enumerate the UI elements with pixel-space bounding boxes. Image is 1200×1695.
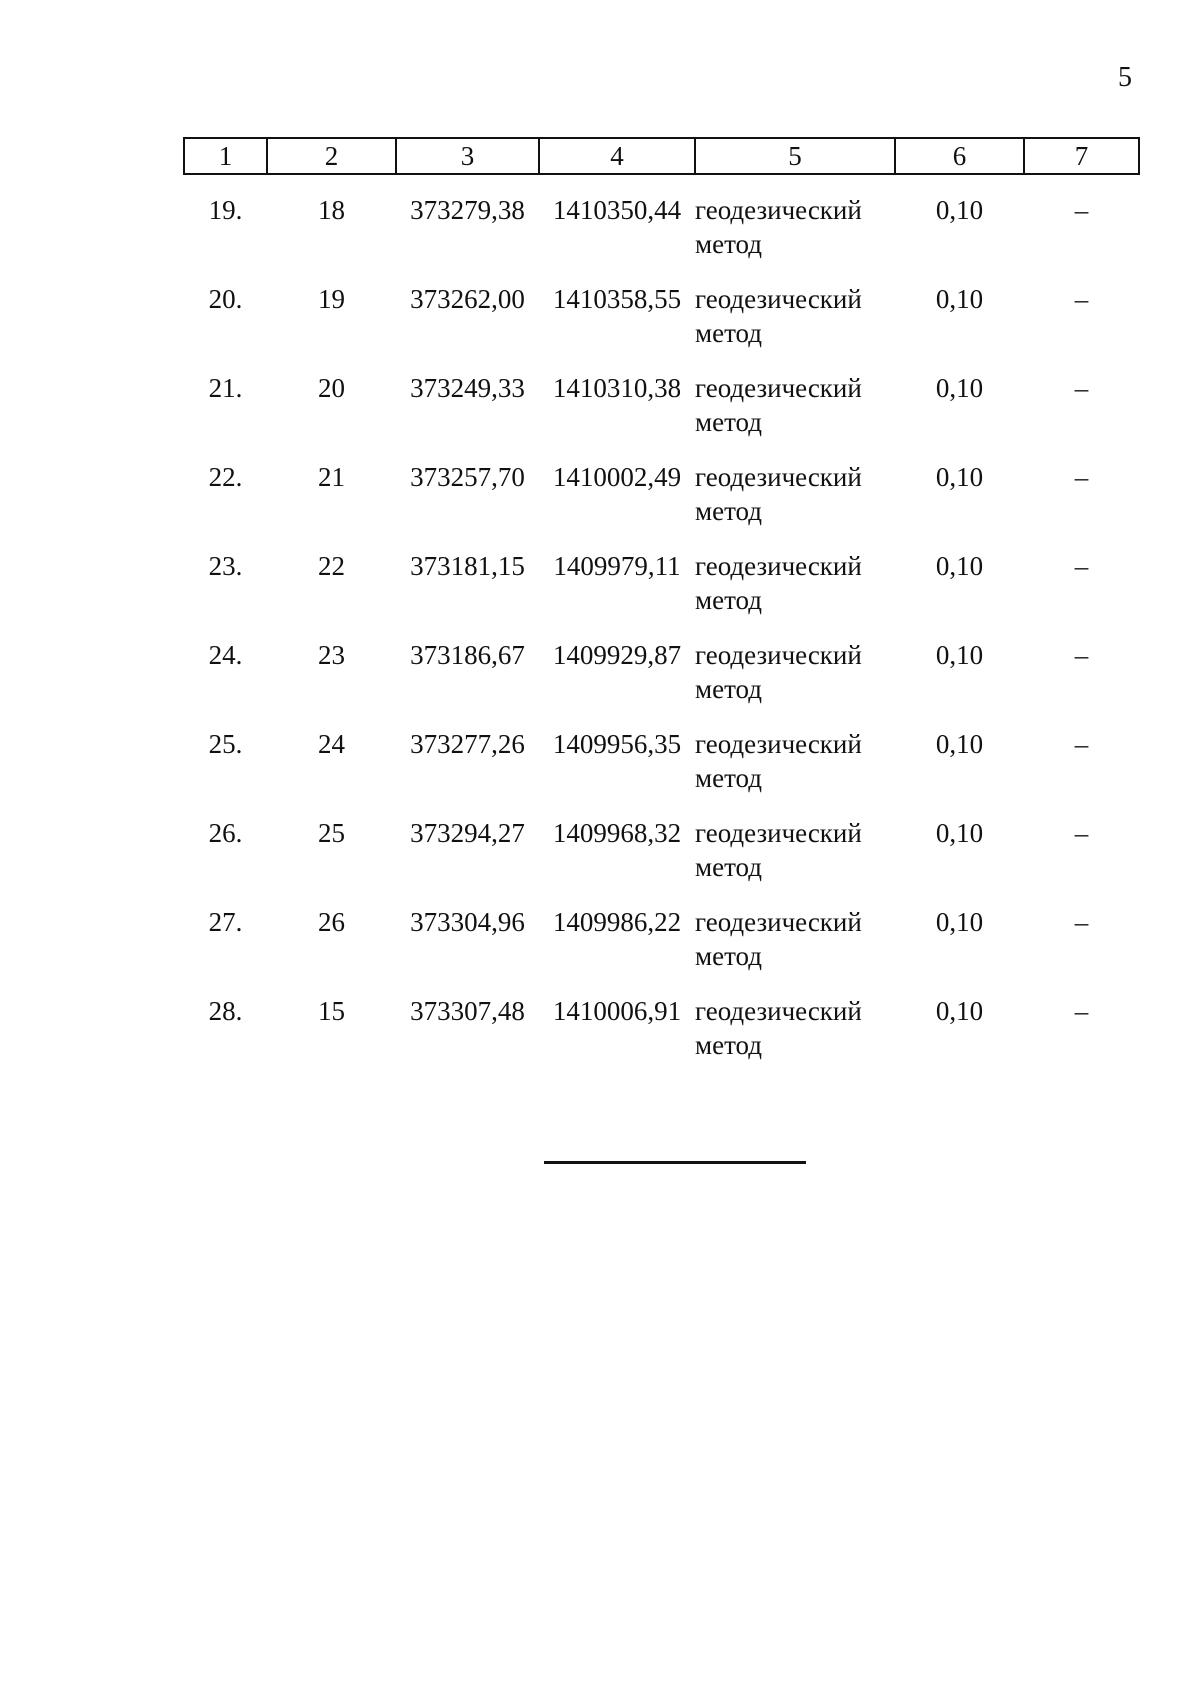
method-line-2: метод [695, 941, 762, 971]
coordinate-y: 1410002,49 [552, 462, 682, 492]
coordinate-y: 1409956,35 [552, 729, 682, 759]
coordinate-x: 373257,70 [410, 462, 525, 492]
method-cell [695, 282, 895, 371]
header-col-1: 1 [184, 138, 267, 174]
method-cell [695, 727, 895, 816]
accuracy: 0,10 [935, 551, 984, 581]
accuracy: 0,10 [935, 818, 984, 848]
method-cell [695, 371, 895, 460]
accuracy: 0,10 [935, 640, 984, 670]
note: – [1074, 907, 1089, 937]
point-number: 19 [318, 284, 345, 314]
note: – [1074, 195, 1089, 225]
coordinate-x: 373277,26 [410, 729, 525, 759]
table-row [184, 460, 1139, 549]
method-line-1: геодезический [695, 907, 862, 937]
note: – [1074, 640, 1089, 670]
method-cell [695, 816, 895, 905]
method-line-2: метод [695, 674, 762, 704]
coordinate-x: 373186,67 [410, 640, 525, 670]
note: – [1074, 818, 1089, 848]
table-row [184, 994, 1139, 1083]
point-number: 21 [318, 462, 345, 492]
row-number: 27. [208, 907, 243, 937]
coordinate-x: 373249,33 [410, 373, 525, 403]
method-line-2: метод [695, 585, 762, 615]
header-row [184, 138, 1139, 174]
point-number: 18 [318, 195, 345, 225]
coordinate-y: 1409979,11 [553, 551, 681, 581]
method-cell [695, 174, 895, 282]
method-line-2: метод [695, 407, 762, 437]
row-number: 25. [208, 729, 243, 759]
row-number: 20. [208, 284, 243, 314]
coordinate-x: 373304,96 [410, 907, 525, 937]
coordinates-table [183, 137, 1140, 1083]
method-line-2: метод [695, 229, 762, 259]
point-number: 26 [318, 907, 345, 937]
coordinate-x: 373262,00 [410, 284, 525, 314]
point-number: 20 [318, 373, 345, 403]
accuracy: 0,10 [935, 996, 984, 1026]
table-row [184, 282, 1139, 371]
method-line-1: геодезический [695, 729, 862, 759]
point-number: 15 [318, 996, 345, 1026]
note: – [1074, 284, 1089, 314]
table-body [184, 174, 1139, 1083]
method-line-1: геодезический [695, 551, 862, 581]
header-col-4: 4 [539, 138, 695, 174]
method-line-2: метод [695, 1030, 762, 1060]
method-line-2: метод [695, 318, 762, 348]
method-line-1: геодезический [695, 640, 862, 670]
coordinate-x: 373279,38 [410, 195, 525, 225]
table-row [184, 905, 1139, 994]
row-number: 21. [208, 373, 243, 403]
coordinate-y: 1409929,87 [552, 640, 682, 670]
header-col-6: 6 [895, 138, 1024, 174]
method-line-1: геодезический [695, 195, 862, 225]
row-number: 22. [208, 462, 243, 492]
table-row [184, 727, 1139, 816]
row-number: 26. [208, 818, 243, 848]
row-number: 28. [208, 996, 243, 1026]
method-cell [695, 994, 895, 1083]
page-number: 5 [1118, 62, 1132, 93]
end-divider-line [544, 1161, 806, 1164]
table-row [184, 371, 1139, 460]
method-line-1: геодезический [695, 284, 862, 314]
accuracy: 0,10 [935, 284, 984, 314]
coordinate-y: 1410006,91 [552, 996, 682, 1026]
point-number: 25 [318, 818, 345, 848]
point-number: 24 [318, 729, 345, 759]
point-number: 23 [318, 640, 345, 670]
method-cell [695, 905, 895, 994]
note: – [1074, 462, 1089, 492]
method-line-2: метод [695, 763, 762, 793]
note: – [1074, 729, 1089, 759]
note: – [1074, 373, 1089, 403]
accuracy: 0,10 [935, 729, 984, 759]
header-col-2: 2 [267, 138, 396, 174]
row-number: 24. [208, 640, 243, 670]
coordinate-x: 373307,48 [410, 996, 525, 1026]
accuracy: 0,10 [935, 907, 984, 937]
row-number: 19. [208, 195, 243, 225]
method-cell [695, 549, 895, 638]
method-line-1: геодезический [695, 818, 862, 848]
coordinate-x: 373181,15 [410, 551, 525, 581]
method-line-2: метод [695, 852, 762, 882]
coordinate-y: 1410310,38 [552, 373, 682, 403]
coordinate-x: 373294,27 [410, 818, 525, 848]
coordinate-y: 1410350,44 [552, 195, 682, 225]
header-col-5: 5 [695, 138, 895, 174]
table-row [184, 638, 1139, 727]
table-header [184, 138, 1139, 174]
note: – [1074, 551, 1089, 581]
header-col-7: 7 [1024, 138, 1139, 174]
method-cell [695, 638, 895, 727]
method-line-1: геодезический [695, 373, 862, 403]
coordinate-y: 1409986,22 [552, 907, 682, 937]
accuracy: 0,10 [935, 373, 984, 403]
accuracy: 0,10 [935, 462, 984, 492]
header-col-3: 3 [396, 138, 539, 174]
method-line-1: геодезический [695, 996, 862, 1026]
method-cell [695, 460, 895, 549]
table-row [184, 549, 1139, 638]
table-row [184, 816, 1139, 905]
row-number: 23. [208, 551, 243, 581]
method-line-2: метод [695, 496, 762, 526]
method-line-1: геодезический [695, 462, 862, 492]
coordinate-y: 1410358,55 [552, 284, 682, 314]
accuracy: 0,10 [935, 195, 984, 225]
table-row [184, 174, 1139, 282]
note: – [1074, 996, 1089, 1026]
coordinate-y: 1409968,32 [552, 818, 682, 848]
point-number: 22 [318, 551, 345, 581]
